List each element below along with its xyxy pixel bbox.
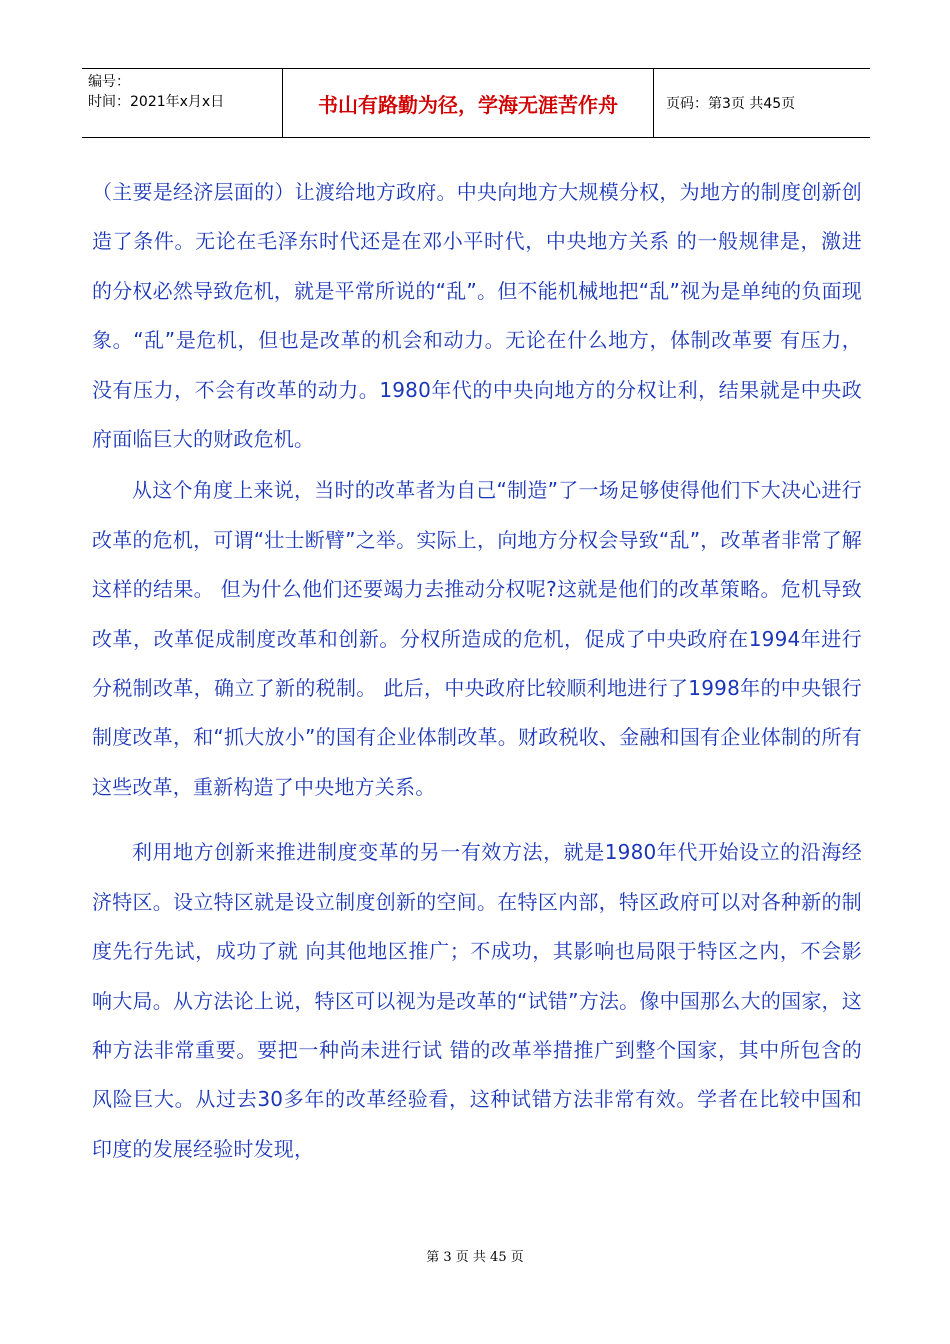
- page-header: [82, 68, 870, 138]
- document-body: [92, 168, 862, 1174]
- header-motto: 书山有路勤为径，学海无涯苦作舟: [282, 69, 654, 137]
- document-time-label: 时间：2021年x月x日: [88, 94, 225, 110]
- page-footer: 第 3 页 共 45 页: [426, 1250, 524, 1265]
- header-page-info: 页码：第3页 共45页: [666, 96, 796, 112]
- paragraph-1: （主要是经济层面的）让渡给地方政府。中央向地方大规模分权，为地方的制度创新创造了条件。无论在毛泽东时代还是在邓小平时代，中央地方关系 的一般规律是，激进的分权必然导致危机，就是平常所说的“乱”。但不能机械地把“乱”视为是单纯的负面现象。“乱”是危机，但也是改革的机会和动力。无论在什么地方，体制改革要 有压力，没有压力，不会有改革的动力。1980年代的中央向地方的分权让利，结果就是中央政府面临巨大的财政危机。: [92, 180, 862, 452]
- paragraph-3: 利用地方创新来推进制度变革的另一有效方法，就是1980年代开始设立的沿海经济特区。设立特区就是设立制度创新的空间。在特区内部，特区政府可以对各种新的制度先行先试，成功了就 向其他地区推广；不成功，其影响也局限于特区之内，不会影响大局。从方法论上说，特区可以视为是改革的“试错”方法。像中国那么大的国家，这种方法非常重要。要把一种尚未进行试 错的改革举措推广到整个国家，其中所包含的风险巨大。从过去30多年的改革经验看，这种试错方法非常有效。学者在比较中国和印度的发展经验时发现，: [92, 840, 862, 1161]
- document-number-label: 编号：: [88, 74, 130, 90]
- paragraph-2: 从这个角度上来说，当时的改革者为自己“制造”了一场足够使得他们下大决心进行改革的危机，可谓“壮士断臂”之举。实际上，向地方分权会导致“乱”，改革者非常了解这样的结果。 但为什么他们还要竭力去推动分权呢?这就是他们的改革策略。危机导致改革，改革促成制度改革和创新。分权所造成的危机，促成了中央政府在1994年进行分税制改革，确立了新的税制。 此后，中央政府比较顺利地进行了1998年的中央银行制度改革，和“抓大放小”的国有企业体制改革。财政税收、金融和国有企业体制的所有这些改革，重新构造了中央地方关系。: [92, 478, 862, 799]
- header-meta: [82, 69, 282, 137]
